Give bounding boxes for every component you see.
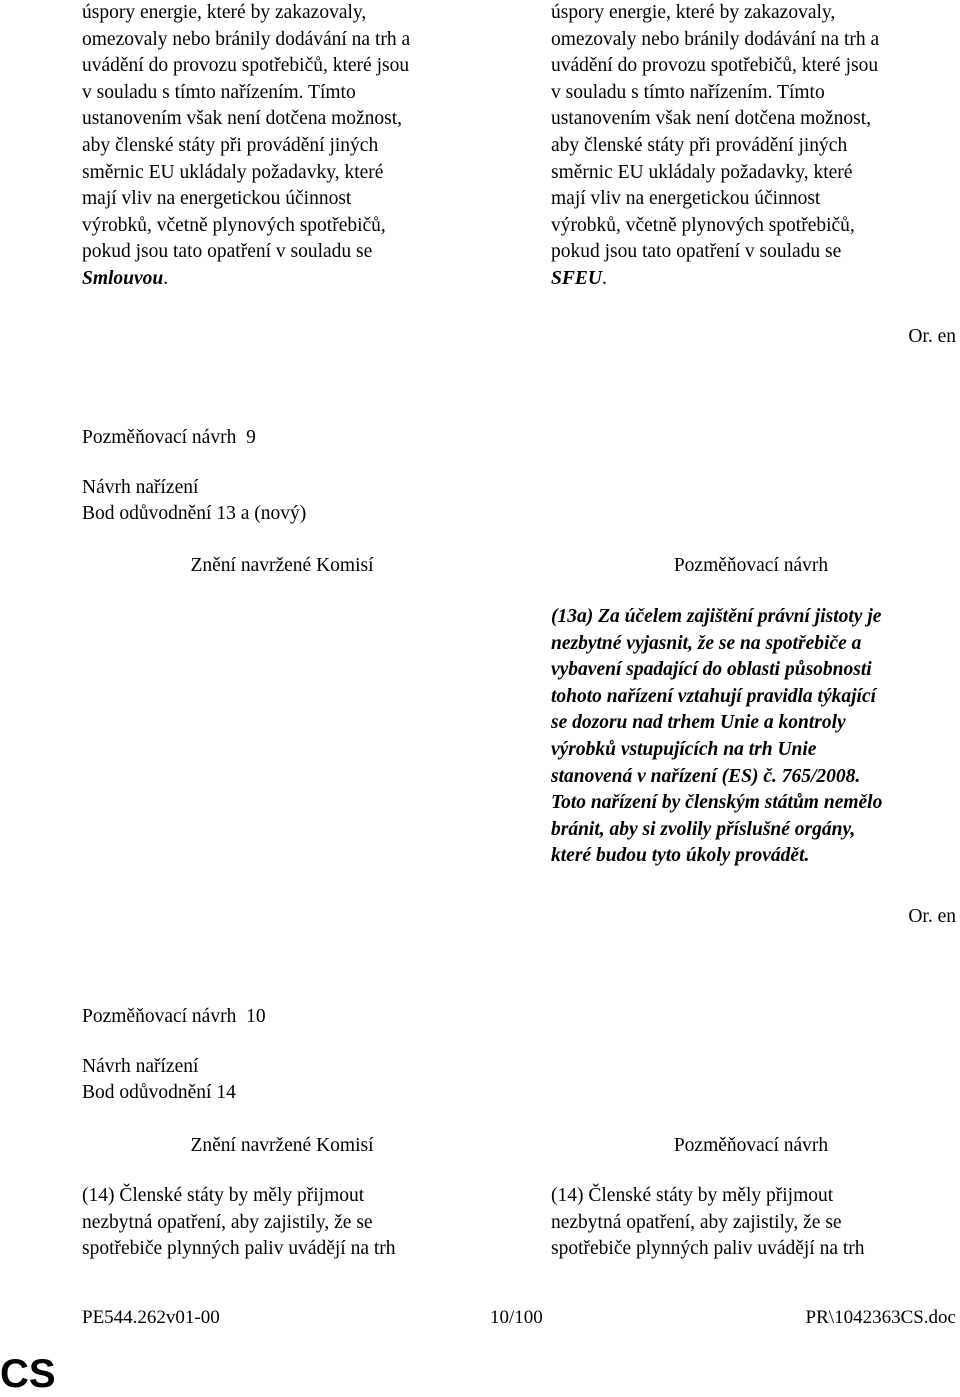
amendment-10-subtitle: Návrh nařízení [82,1056,199,1077]
amendment-10-reference: Bod odůvodnění 14 [82,1082,236,1103]
amendment-10-number: 10 [246,1006,266,1027]
original-language-label-2: Or. en [908,906,956,927]
amendment-9-subtitle: Návrh nařízení [82,477,199,498]
top-right-text: úspory energie, které by zakazovaly, omezovaly nebo bránily dodávání na trh a uvádění do provozu spotřebičů, které jsou v souladu s tímto nařízením. Tímto ustanovením však není dotčena možnost, aby členské státy při provádění jiných směrnic EU ukládaly požadavky, které mají vliv na energetickou účinnost výrobků, včetně plynových spotřebičů, pokud jsou tato opatření v souladu se [551,2,880,263]
top-left-paragraph [82,0,482,293]
amendment-10-col-left-header: Znění navržené Komisí [190,1135,374,1156]
amendment-9-right-text [551,604,951,870]
footer-file-name: PR\1042363CS.doc [805,1307,956,1328]
top-right-period: . [601,267,607,289]
amendment-10-right-paragraph: (14) Členské státy by měly přijmout nezbytná opatření, aby zajistily, že se spotřebiče plynných paliv uvádějí na trh [551,1185,865,1260]
amendment-9-col-right-header: Pozměňovací návrh [673,555,829,576]
top-right-paragraph [551,0,951,293]
amendment-10-right-text [551,1183,951,1263]
amendment-9-col-left-header: Znění navržené Komisí [190,555,374,576]
amendment-9-number: 9 [246,427,256,448]
top-left-text: úspory energie, které by zakazovaly, omezovaly nebo bránily dodávání na trh a uvádění do provozu spotřebičů, které jsou v souladu s tímto nařízením. Tímto ustanovením však není dotčena možnost, aby členské státy při provádění jiných směrnic EU ukládaly požadavky, které mají vliv na energetickou účinnost výrobků, včetně plynových spotřebičů, pokud jsou tato opatření v souladu se [82,2,411,263]
amendment-10-left-paragraph: (14) Členské státy by měly přijmout nezbytná opatření, aby zajistily, že se spotřebiče plynných paliv uvádějí na trh [82,1185,396,1260]
original-language-label: Or. en [908,326,956,347]
amendment-10-left-text [82,1183,482,1263]
top-right-last-word: SFEU [551,267,602,289]
footer-doc-id: PE544.262v01-00 [82,1307,220,1328]
top-left-period: . [163,267,169,289]
amendment-10-title-text: Pozměňovací návrh [82,1006,237,1027]
amendment-9-title [82,425,256,452]
footer-page-number: 10/100 [490,1307,543,1328]
amendment-9-reference: Bod odůvodnění 13 a (nový) [82,503,307,524]
top-left-last-word: Smlouvou [82,267,164,289]
amendment-9-title-text: Pozměňovací návrh [82,427,237,448]
amendment-9-right-paragraph: (13a) Za účelem zajištění právní jistoty je nezbytné vyjasnit, že se na spotřebiče a vybavení spadající do oblasti působnosti tohoto nařízení vztahují pravidla týkající se dozoru nad trhem Unie a kontroly výrobků vstupujících na trh Unie stanovená v nařízení (ES) č. 765/2008. Toto nařízení by členským státům nemělo bránit, aby si zvolily příslušné orgány, které budou tyto úkoly provádět. [551,606,883,867]
amendment-10-title [82,1004,266,1031]
amendment-10-col-right-header: Pozměňovací návrh [673,1135,829,1156]
language-code: CS [0,1352,56,1396]
